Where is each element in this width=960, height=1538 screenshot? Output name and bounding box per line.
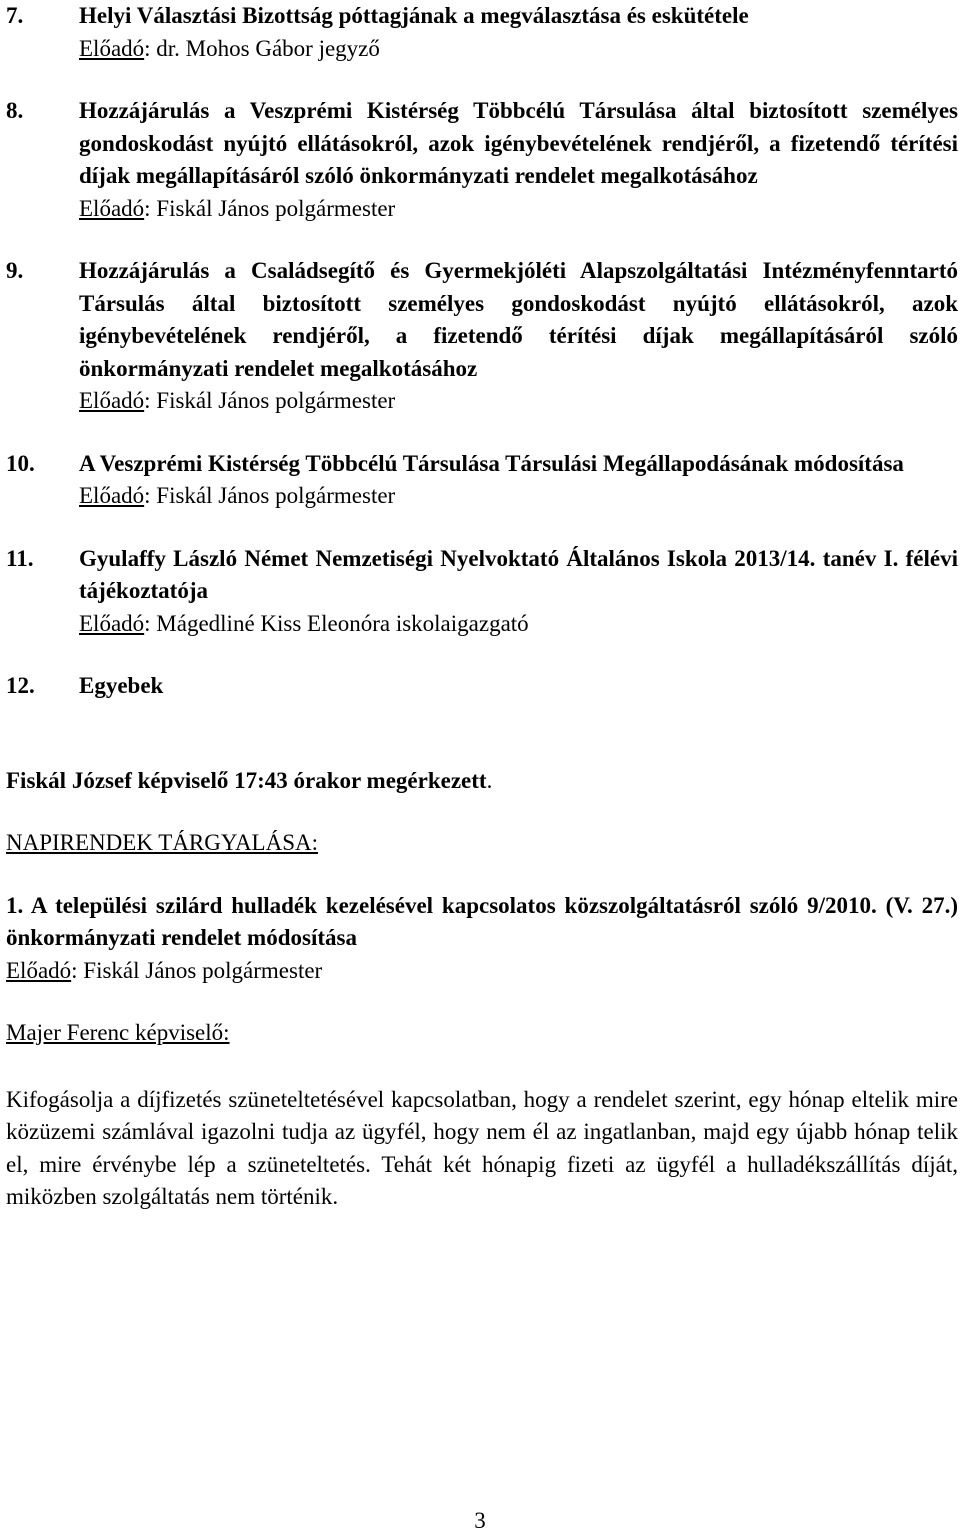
agenda-item-title: A Veszprémi Kistérség Többcélú Társulása Társulási Megállapodásának módosítása xyxy=(79,450,904,476)
discussion-item xyxy=(6,890,958,988)
speaker-label: Előadó xyxy=(79,483,145,508)
page-number: 3 xyxy=(474,1508,486,1533)
agenda-item-speaker xyxy=(79,480,958,513)
speaker-label: Előadó xyxy=(79,195,145,221)
agenda-item-title: Hozzájárulás a Családsegítő és Gyermekjóléti Alapszolgáltatási Intézményfenntartó Társulás által biztosított személyes gondoskodást nyújtó ellátásokról, azok igénybevételének rendjéről, a fizetendő térítési díjak megállapításáról szóló önkormányzati rendelet megalkotásához xyxy=(79,258,958,381)
agenda-item-speaker xyxy=(79,385,958,418)
agenda-item-number: 8. xyxy=(6,98,24,123)
speaker-name: : Fiskál János polgármester xyxy=(144,195,396,221)
agenda-item-number: 10. xyxy=(6,450,35,476)
agenda-item xyxy=(6,448,958,513)
agenda-item-title: Gyulaffy László Német Nemzetiségi Nyelvoktató Általános Iskola 2013/14. tanév I. félévi tájékoztatója xyxy=(79,545,958,603)
agenda-item-speaker xyxy=(79,608,958,641)
document-page xyxy=(6,0,958,1214)
speaker-label: Előadó xyxy=(6,957,72,983)
agenda-item-number: 11. xyxy=(6,545,34,571)
speaker-name: : Fiskál János polgármester xyxy=(144,483,396,508)
arrival-note xyxy=(6,765,958,798)
speaker-name: : Mágedliné Kiss Eleonóra iskolaigazgató xyxy=(144,610,529,636)
body-paragraph: Kifogásolja a díjfizetés szüneteltetésével kapcsolatban, hogy a rendelet szerint, egy hónap eltelik mire közüzemi számlával igazolni tudja az ügyfél, hogy nem él az ingatlanban, majd egy újabb hónap telik el, mire érvénybe lép a szüneteltetés. Tehát két hónapig fizeti az ügyfél a hulladékszállítás díját, miközben szolgáltatás nem történik. xyxy=(6,1086,958,1209)
agenda-item-number: 7. xyxy=(6,3,24,28)
discussion-item-speaker xyxy=(6,955,958,988)
agenda-item-title: Helyi Választási Bizottság póttagjának a megválasztása és eskütétele xyxy=(79,3,749,28)
agenda-item-title: Hozzájárulás a Veszprémi Kistérség Többcélú Társulása által biztosított személyes gondoskodást nyújtó ellátásokról, azok igénybevételének rendjéről, a fizetendő térítési díjak megállapításáról szóló önkormányzati rendelet megalkotásához xyxy=(79,98,958,188)
speaker-label: Előadó xyxy=(79,610,145,636)
agenda-item xyxy=(6,255,958,418)
discussion-item-title: 1. A települési szilárd hulladék kezelésével kapcsolatos közszolgáltatásról szóló 9/2010. (V. 27.) önkormányzati rendelet módosítása xyxy=(6,892,958,950)
speaker-name: : Fiskál János polgármester xyxy=(71,957,323,983)
arrival-note-text: Fiskál József képviselő 17:43 órakor megérkezett xyxy=(6,767,487,793)
speaker-heading: Majer Ferenc képviselő: xyxy=(6,1020,230,1045)
agenda-item xyxy=(6,95,958,225)
agenda-item xyxy=(6,670,958,703)
speaker-label: Előadó xyxy=(79,388,145,413)
agenda-item xyxy=(6,0,958,65)
speaker-name: : Fiskál János polgármester xyxy=(144,388,396,413)
agenda-item-number: 12. xyxy=(6,673,35,698)
agenda-item xyxy=(6,543,958,641)
agenda-item-speaker xyxy=(79,193,958,226)
agenda-item-number: 9. xyxy=(6,258,24,283)
speaker-name: : dr. Mohos Gábor jegyző xyxy=(144,35,380,61)
agenda-item-speaker xyxy=(79,33,958,66)
speaker-label: Előadó xyxy=(79,35,145,61)
agenda-item-title: Egyebek xyxy=(79,673,164,698)
arrival-note-period: . xyxy=(486,767,493,793)
section-heading: NAPIRENDEK TÁRGYALÁSA: xyxy=(6,830,319,855)
